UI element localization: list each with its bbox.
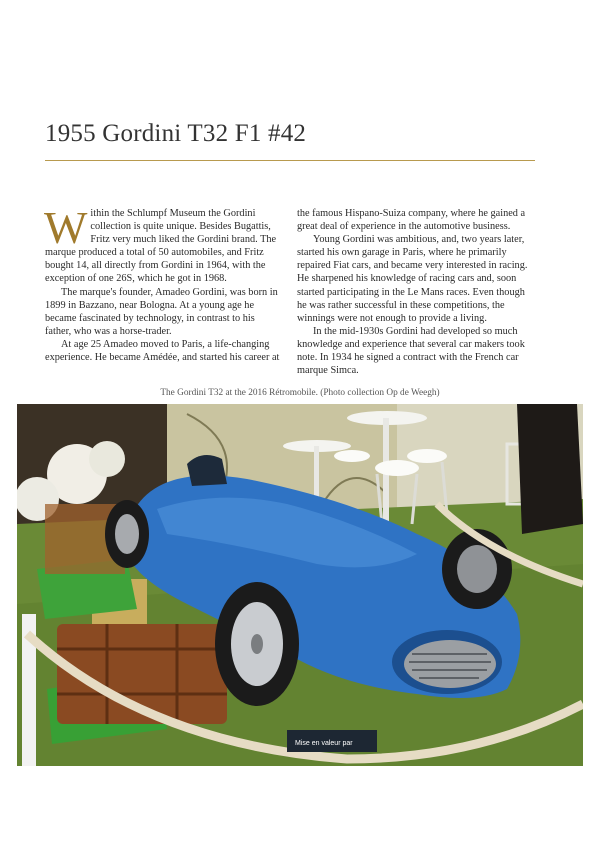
paragraph: the famous Hispano-Suiza company, where he gained a great deal of experience in the automotive business. <box>297 208 526 233</box>
stool <box>334 450 370 462</box>
paragraph: Young Gordini was ambitious, and, two years later, started his own garage in Paris, where he primarily repaired Fiat cars, and became very interested in racing. He sharpened his knowledge of racing cars and, soon started participating in the Le Mans races. Even though he was rather successful in these competitions, the winnings were not enough to provide a living. <box>297 234 528 324</box>
paragraph: In the mid-1930s Gordini had developed so much knowledge and experience that several car makers took note. In 1934 he signed a contract with the French car marque Simca. <box>297 325 525 377</box>
photo-caption: The Gordini T32 at the 2016 Rétromobile. (Photo collection Op de Weegh) <box>160 388 440 398</box>
car-photo-illustration <box>17 404 583 766</box>
page-title: 1955 Gordini T32 F1 #42 <box>45 120 307 147</box>
person <box>517 404 583 534</box>
right-wheel <box>442 529 512 609</box>
car-grille <box>404 640 496 688</box>
article-body <box>44 202 535 377</box>
rear-wheel <box>105 500 149 568</box>
drop-cap: W <box>44 202 88 253</box>
title-rule <box>45 160 535 161</box>
paragraph <box>44 202 283 286</box>
stool <box>375 460 419 476</box>
paragraph: At age 25 Amadeo moved to Paris, a life-changing experience. He became Amédée, and started his career at <box>45 338 280 364</box>
flowers <box>89 441 125 477</box>
car-cockpit <box>187 455 227 486</box>
stool <box>407 449 447 463</box>
front-wheel <box>215 582 299 706</box>
column-right <box>297 207 535 377</box>
car-photo <box>17 404 583 766</box>
column-left <box>44 202 283 377</box>
paragraph-text: ithin the Schlumpf Museum the Gordini collection is quite unique. Besides Bugattis, Fritz very much liked the Gordini brand. The marque produced a total of 50 automobiles, and Fritz bought 14, all directly from Gordini in 1964, with the exception of one 26S, which he got in 1968. <box>45 208 277 285</box>
sign-text: Mise en valeur par <box>295 740 353 747</box>
paragraph: The marque's founder, Amadeo Gordini, was born in 1899 in Bazzano, near Bologna. At a young age he became fascinated by technology, in contrast to his father, who was a horse-trader. <box>45 286 278 337</box>
